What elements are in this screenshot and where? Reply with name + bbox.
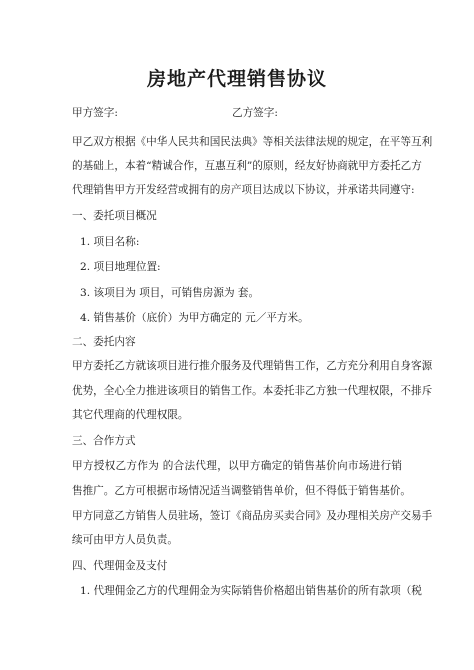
preamble-line: 的基础上，本着“精诚合作，互惠互利”的原则，经友好协商就甲方委托乙方 xyxy=(72,160,422,172)
section4-item: 1. 代理佣金乙方的代理佣金为实际销售价格超出销售基价的所有款项（税 xyxy=(80,585,422,597)
section1-item: 4. 销售基价（底价）为甲方确定的 元／平方米。 xyxy=(80,312,309,324)
section3-line: 售推广。乙方可根据市场情况适当调整销售单价，但不得低于销售基价。 xyxy=(72,485,411,497)
party-b-signature-label: 乙方签字: xyxy=(232,107,278,119)
section2-line: 优势，全心全力推进该项目的销售工作。本委托非乙方独一代理权限，不排斥 xyxy=(72,385,433,397)
section3-line: 续可由甲方人员负责。 xyxy=(72,534,178,546)
section-heading-2: 二、委托内容 xyxy=(72,336,136,348)
section1-item: 1. 项目名称: xyxy=(80,236,140,248)
section-heading-3: 三、合作方式 xyxy=(72,435,136,447)
section3-line: 甲方同意乙方销售人员驻场，签订《商品房买卖合同》及办理相关房产交易手 xyxy=(72,510,433,522)
section-heading-1: 一、委托项目概况 xyxy=(72,210,157,222)
section-heading-4: 四、代理佣金及支付 xyxy=(72,560,168,572)
preamble-line: 甲乙双方根据《中华人民共和国民法典》等相关法律法规的规定，在平等互利 xyxy=(72,136,433,148)
section2-line: 甲方委托乙方就该项目进行推介服务及代理销售工作，乙方充分利用自身客源 xyxy=(72,360,433,372)
section2-line: 其它代理商的代理权限。 xyxy=(72,409,189,421)
section1-item: 3. 该项目为 项目，可销售房源为 套。 xyxy=(80,287,260,299)
preamble-line: 代理销售甲方开发经营或拥有的房产项目达成以下协议，并承诺共同遵守: xyxy=(72,184,415,196)
section1-item: 2. 项目地理位置: xyxy=(80,261,161,273)
section3-line: 甲方授权乙方作为 的合法代理，以甲方确定的销售基价向市场进行销 xyxy=(72,460,402,472)
party-a-signature-label: 甲方签字: xyxy=(72,107,118,119)
document-title: 房地产代理销售协议 xyxy=(146,68,327,90)
